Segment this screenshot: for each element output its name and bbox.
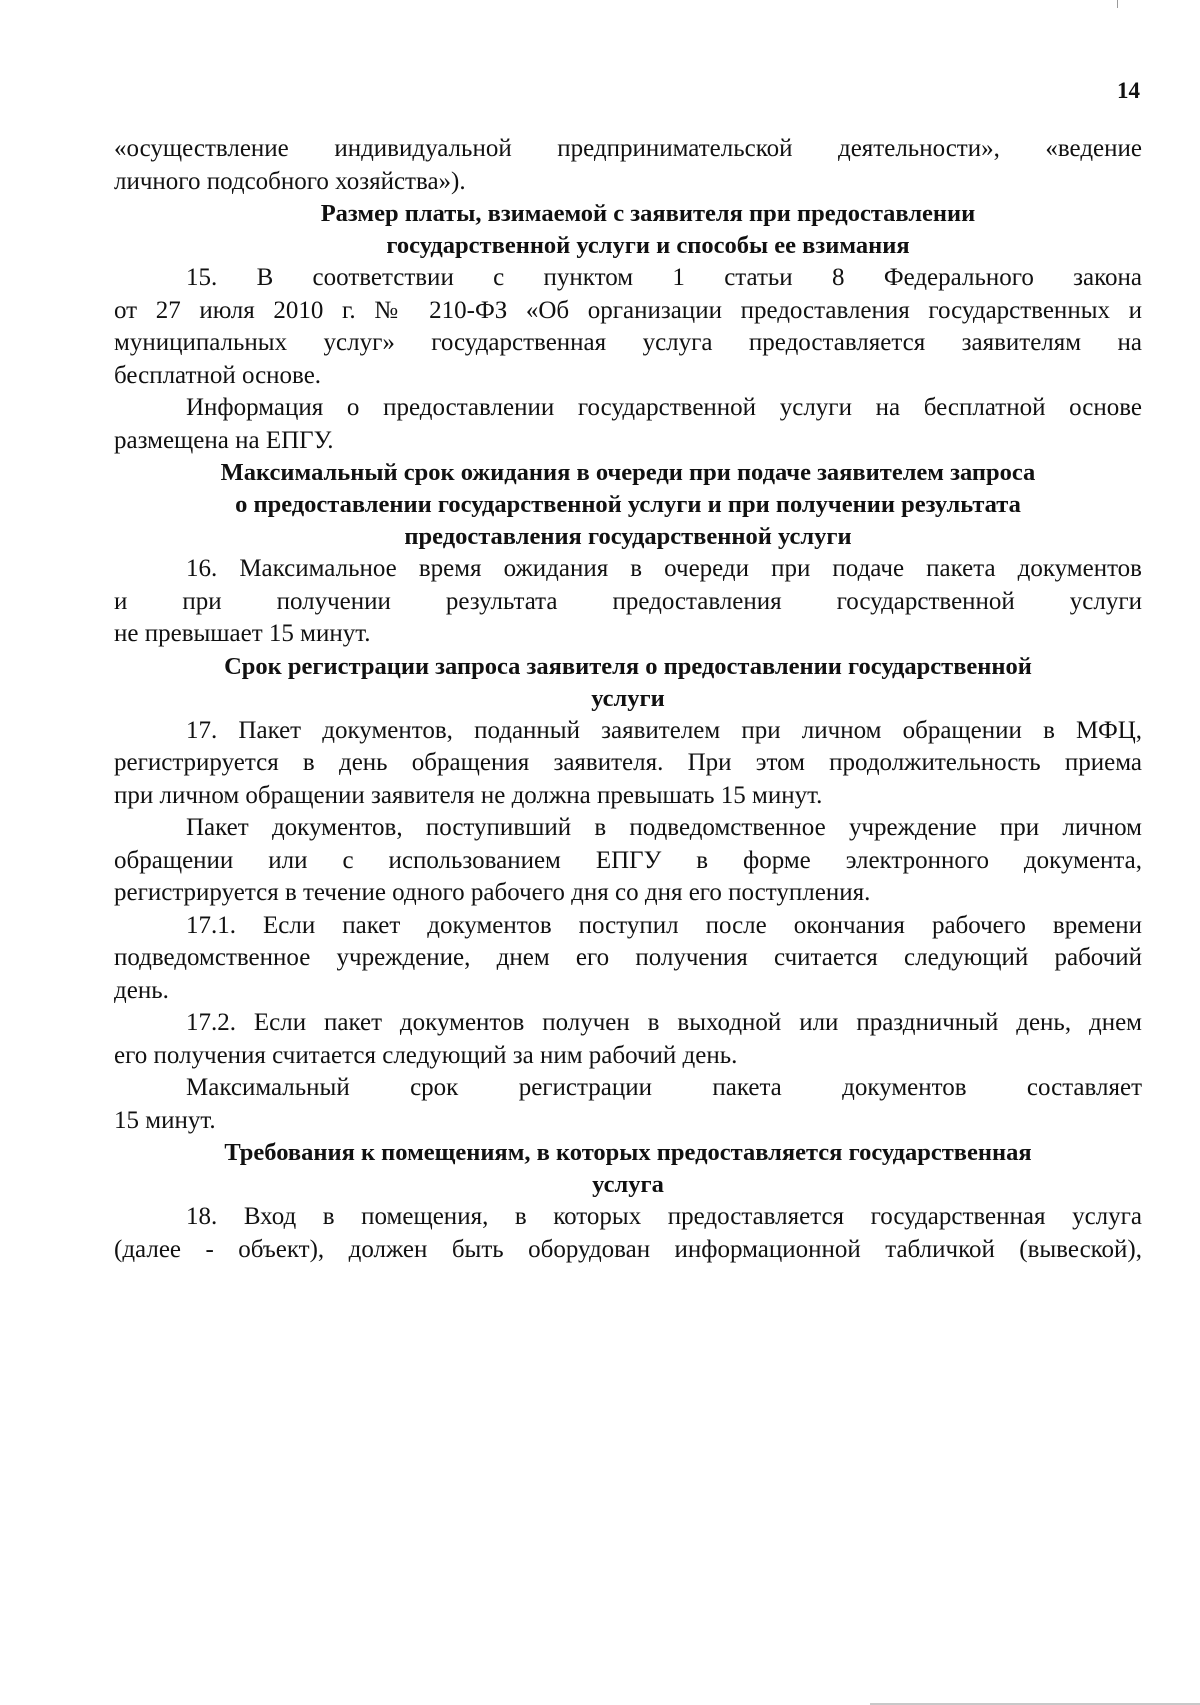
text-line: 18. Вход в помещения, в которых предоставляется государственная услуга [186,1203,1142,1230]
paragraph-17-2 [114,1007,1142,1072]
heading-line: Размер платы, взимаемой с заявителя при предоставлении [320,200,976,227]
text-line: 15 минут. [114,1106,216,1134]
text-line: Пакет документов, поступивший в подведомственное учреждение при личном [186,814,1142,841]
text-line: обращении или с использованием ЕПГУ в форме электронного документа, [114,846,1142,874]
heading-line: о предоставлении государственной услуги и при получении результата [235,491,1021,518]
heading-line: услуга [592,1171,664,1198]
text-line: не превышает 15 минут. [114,620,371,647]
text-line: от 27 июля 2010 г. № 210-ФЗ «Об организации предоставления государственных и [114,296,1142,324]
text-line: личного подсобного хозяйства»). [114,167,466,195]
heading-line: государственной услуги и способы ее взимания [386,232,910,259]
paragraph-continuation [114,133,1142,198]
text-line: (далее - объект), должен быть оборудован информационной табличкой (вывеской), [114,1235,1142,1263]
text-line: Максимальный срок регистрации пакета документов составляет [186,1074,1142,1101]
paragraph-15 [114,262,1142,392]
text-line: Информация о предоставлении государственной услуги на бесплатной основе [186,394,1142,421]
text-line: «осуществление индивидуальной предпринимательской деятельности», «ведение [114,135,1142,162]
section-heading-queue [114,457,1142,553]
section-heading-premises [114,1137,1142,1201]
scan-artifact [1117,0,1118,8]
heading-line: предоставления государственной услуги [404,523,852,550]
paragraph-18 [114,1201,1142,1266]
paragraph-15-info [114,392,1142,457]
text-line: 16. Максимальное время ожидания в очереди при подаче пакета документов [186,555,1142,582]
text-line: 17.1. Если пакет документов поступил после окончания рабочего времени [186,911,1142,939]
heading-line: Максимальный срок ожидания в очереди при подаче заявителем запроса [220,459,1036,486]
paragraph-17 [114,715,1142,813]
text-line: его получения считается следующий за ним рабочий день. [114,1041,738,1069]
text-line: регистрируется в течение одного рабочего дня со дня его поступления. [114,879,871,906]
paragraph-17-1 [114,910,1142,1008]
text-line: регистрируется в день обращения заявителя. При этом продолжительность приема [114,749,1142,776]
page-number: 14 [1117,78,1140,103]
section-heading-registration [114,651,1142,715]
text-line: 15. В соответствии с пунктом 1 статьи 8 Федерального закона [186,264,1142,291]
text-line: 17.2. Если пакет документов получен в выходной или праздничный день, днем [186,1009,1142,1036]
heading-line: Требования к помещениям, в которых предоставляется государственная [224,1139,1032,1166]
heading-line: услуги [591,684,665,712]
text-line: подведомственное учреждение, днем его получения считается следующий рабочий [114,944,1142,971]
section-heading-fee [114,198,1142,262]
document-body [114,133,1142,1266]
heading-line: Срок регистрации запроса заявителя о предоставлении государственной [224,652,1032,680]
text-line: день. [114,976,169,1004]
text-line: бесплатной основе. [114,361,322,389]
paragraph-17-max [114,1072,1142,1137]
text-line: муниципальных услуг» государственная услуга предоставляется заявителям на [114,329,1142,356]
text-line: 17. Пакет документов, поданный заявителем при личном обращении в МФЦ, [186,716,1142,744]
paragraph-16 [114,553,1142,651]
text-line: и при получении результата предоставления государственной услуги [114,587,1142,615]
text-line: размещена на ЕПГУ. [114,426,334,454]
text-line: при личном обращении заявителя не должна превышать 15 минут. [114,781,823,809]
paragraph-17-package [114,812,1142,910]
